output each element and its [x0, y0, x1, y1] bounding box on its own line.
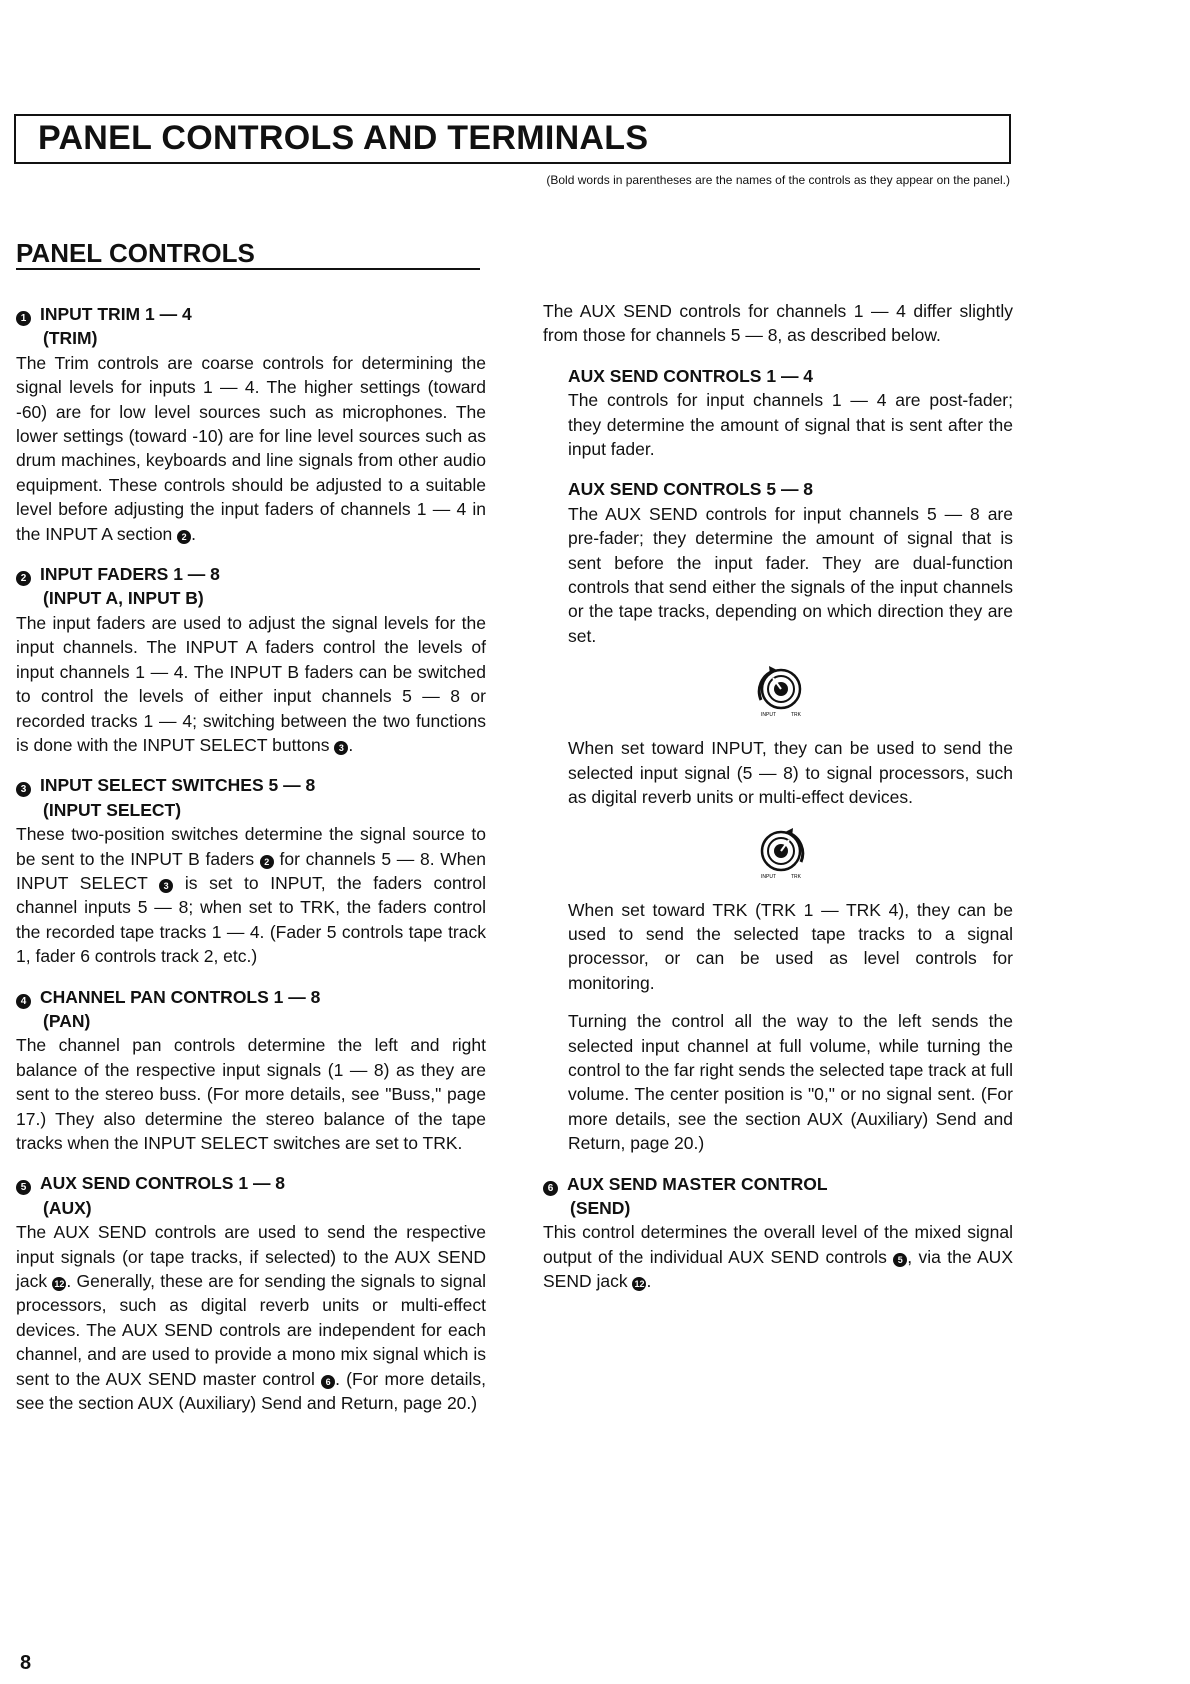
- item-heading: [16, 562, 486, 586]
- spacer: [568, 995, 1013, 1009]
- body-text: . (For more details, see the section AUX (Auxiliary) Send and Return, page 20.): [16, 1368, 486, 1414]
- item-body: [16, 822, 486, 968]
- aux-subsections: [543, 364, 1013, 1156]
- item-body: [16, 351, 486, 546]
- reference-number: 3: [159, 879, 173, 893]
- item-input-faders: [16, 562, 486, 757]
- item-heading: [16, 985, 486, 1009]
- body-text: This control determines the overall level of the mixed signal output of the individual AUX SEND controls: [543, 1222, 1013, 1267]
- sub-heading-aux-1-4: AUX SEND CONTROLS 1 — 4: [568, 365, 814, 386]
- body-text: .: [646, 1271, 652, 1292]
- item-body: The channel pan controls determine the left and right balance of the respective input signals (1 — 8) as they are sent to the stereo buss. (For more details, see "Buss," page 17.) They also determine the stereo balance of the tape tracks when the INPUT SELECT switches are set to TRK.: [16, 1035, 486, 1153]
- knob-toward-input-icon: [751, 662, 811, 718]
- item-title: AUX SEND CONTROLS 1 — 8: [40, 1173, 286, 1194]
- para-toward-input: When set toward INPUT, they can be used to send the selected input signal (5 — 8) to signal processors, such as digital reverb units or multi-effect devices.: [568, 738, 1013, 808]
- knob-label-input: INPUT: [761, 873, 776, 880]
- reference-number: 3: [334, 741, 348, 755]
- body-text: .: [348, 734, 354, 755]
- body-text: . Generally, these are for sending the signals to signal processors, such as digital reverb units or multi-effect devices. The AUX SEND controls are independent for each channel, and are used to provide a mono mix signal which is sent to the AUX SEND master control: [16, 1271, 486, 1389]
- item-number: 6: [543, 1181, 558, 1196]
- item-panel-name: (INPUT SELECT): [43, 799, 182, 820]
- aux-intro: The AUX SEND controls for channels 1 — 4 differ slightly from those for channels 5 — 8, as described below.: [543, 301, 1013, 346]
- item-title: AUX SEND MASTER CONTROL: [567, 1173, 828, 1194]
- item-number: 5: [16, 1180, 31, 1195]
- item-heading: [543, 1172, 1013, 1196]
- item-panel-name: (INPUT A, INPUT B): [43, 588, 204, 609]
- item-heading: [16, 773, 486, 797]
- knob-label-trk: TRK: [791, 873, 801, 880]
- page-title: PANEL CONTROLS AND TERMINALS: [38, 119, 649, 157]
- reference-number: 5: [893, 1253, 907, 1267]
- body-text: for channels 5 — 8. When INPUT SELECT: [16, 848, 486, 893]
- para-turning-control: Turning the control all the way to the left sends the selected input channel at full volume, while turning the control to the far right sends the selected tape track at full volume. The center position is "0," or no signal sent. (For more details, see the section AUX (Auxiliary) Send and Return, page 20.): [568, 1011, 1013, 1154]
- item-input-select: [16, 773, 486, 968]
- body-text: These two-position switches determine the signal source to be sent to the INPUT B faders: [16, 824, 486, 869]
- item-aux-send-master: [543, 1172, 1013, 1294]
- item-channel-pan: [16, 985, 486, 1156]
- section-rule: [16, 268, 480, 270]
- reference-number: 2: [177, 530, 191, 544]
- item-title: INPUT SELECT SWITCHES 5 — 8: [40, 775, 316, 796]
- item-body: [16, 611, 486, 757]
- body-text: The AUX SEND controls are used to send the respective input signals (or tape tracks, if selected) to the AUX SEND jack: [16, 1222, 486, 1292]
- reference-number: 12: [634, 1279, 645, 1290]
- section-title: PANEL CONTROLS: [16, 238, 255, 268]
- sub-body-aux-5-8: The AUX SEND controls for input channels 5 — 8 are pre-fader; they determine the amount of signal that is sent before the input fader. They are dual-function controls that send either the signals of the input channels or the tape tracks, depending on which direction they are set.: [568, 503, 1013, 646]
- right-column: [543, 299, 1013, 1310]
- body-text: The input faders are used to adjust the signal levels for the input channels. The INPUT A faders control the levels of input channels 1 — 4. The INPUT B faders can be switched to control the levels of either input channels 5 — 8 or recorded tracks 1 — 4; switching between the two functions is done with the INPUT SELECT buttons: [16, 612, 486, 755]
- sub-heading-aux-5-8: AUX SEND CONTROLS 5 — 8: [568, 479, 814, 500]
- item-number: 2: [16, 571, 31, 586]
- item-panel-name: (AUX): [43, 1197, 92, 1218]
- item-title: INPUT FADERS 1 — 8: [40, 564, 220, 585]
- reference-number: 2: [260, 855, 274, 869]
- reference-number: 6: [321, 1375, 335, 1389]
- item-body: [16, 1220, 486, 1415]
- knob-toward-trk-icon: [751, 824, 811, 880]
- item-panel-name: (SEND): [570, 1197, 631, 1218]
- knob-label-trk: TRK: [791, 712, 801, 719]
- body-text: The Trim controls are coarse controls for determining the signal levels for inputs 1 — 4. The higher settings (toward -60) are for low level sources such as microphones. The lower settings (toward -10) are for line level sources such as drum machines, keyboards and line signals from other audio equipment. These controls should be adjusted to a suitable level before adjusting the input faders of channels 1 — 4 in the INPUT A section: [16, 352, 486, 544]
- title-note: (Bold words in parentheses are the names of the controls as they appear on the panel.): [546, 173, 1010, 187]
- item-panel-name: (PAN): [43, 1010, 91, 1031]
- item-input-trim: [16, 302, 486, 546]
- page-number: 8: [20, 1652, 32, 1674]
- knob-label-input: INPUT: [761, 712, 776, 719]
- body-text: .: [191, 523, 197, 544]
- item-body: [543, 1220, 1013, 1293]
- sub-body-aux-1-4: The controls for input channels 1 — 4 are post-fader; they determine the amount of signal that is sent after the input fader.: [568, 390, 1013, 460]
- item-aux-send: [16, 1171, 486, 1415]
- title-box: [14, 114, 1011, 164]
- body-text: is set to INPUT, the faders control channel inputs 5 — 8; when set to TRK, the faders control the recorded tape tracks 1 — 4. (Fader 5 controls tape track 1, fader 6 controls track 2, etc.): [16, 872, 486, 967]
- item-number: 1: [16, 311, 31, 326]
- item-title: INPUT TRIM 1 — 4: [40, 304, 192, 324]
- item-number: 4: [16, 994, 31, 1009]
- para-toward-trk: When set toward TRK (TRK 1 — TRK 4), they can be used to send the selected tape tracks to a signal processor, or can be used as level controls for monitoring.: [568, 899, 1013, 993]
- item-number: 3: [16, 782, 31, 797]
- reference-number: 12: [54, 1279, 65, 1290]
- body-text: , via the AUX SEND jack: [543, 1246, 1013, 1292]
- left-column: [16, 302, 486, 1431]
- item-heading: [16, 1171, 486, 1195]
- item-title: CHANNEL PAN CONTROLS 1 — 8: [40, 986, 321, 1007]
- item-heading: [16, 302, 486, 326]
- item-panel-name: (TRIM): [43, 328, 98, 349]
